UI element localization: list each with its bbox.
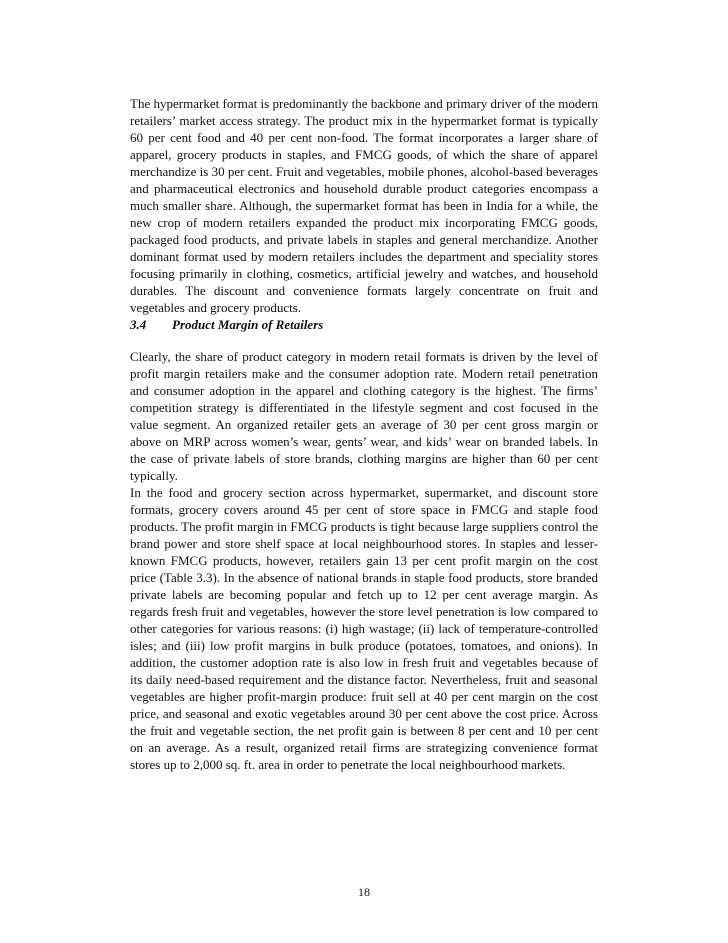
section-number: 3.4 — [130, 317, 147, 332]
page-content — [130, 95, 598, 773]
paragraph-hypermarket-format: The hypermarket format is predominantly the backbone and primary driver of the modern retailers’ market access strategy. The product mix in the hypermarket format is typically 60 per cent food and 40 per cent non-food. The format incorporates a larger share of apparel, grocery products in staples, and FMCG goods, of which the share of apparel merchandize is 30 per cent. Fruit and vegetables, mobile phones, alcohol-based beverages and pharmaceutical electronics and household durable product categories encompass a much smaller share. Although, the supermarket format has been in India for a while, the new crop of modern retailers expanded the product mix incorporating FMCG goods, packaged food products, and private labels in staples and general merchandize. Another dominant format used by modern retailers includes the department and speciality stores focusing primarily in clothing, cosmetics, artificial jewelry and watches, and household durables. The discount and convenience formats largely concentrate on fruit and vegetables and grocery products. — [130, 96, 598, 315]
paragraph-product-margin: Clearly, the share of product category in modern retail formats is driven by the level of profit margin retailers make and the consumer adoption rate. Modern retail penetration and consumer adoption in the apparel and clothing category is the highest. The firms’ competition strategy is differentiated in the lifestyle segment and cost focused in the value segment. An organized retailer gets an average of 30 per cent gross margin or above on MRP across women’s wear, gents’ wear, and kids’ wear on branded labels. In the case of private labels of store brands, clothing margins are higher than 60 per cent typically. — [130, 349, 598, 483]
section-title: Product Margin of Retailers — [172, 317, 324, 332]
section-heading — [130, 316, 598, 333]
page-number: 18 — [358, 885, 370, 899]
paragraph-food-grocery: In the food and grocery section across hypermarket, supermarket, and discount store formats, grocery covers around 45 per cent of store space in FMCG and staple food products. The profit margin in FMCG products is tight because large suppliers control the brand power and store shelf space at local neighbourhood stores. In staples and lesser- known FMCG products, however, retailers gain 13 per cent profit margin on the cost price (Table 3.3). In the absence of national brands in staple food products, store branded private labels are becoming popular and fetch up to 12 per cent average margin. As regards fresh fruit and vegetables, however the store level penetration is low compared to other categories for various reasons: (i) high wastage; (ii) lack of temperature-controlled isles; and (iii) low profit margins in bulk produce (potatoes, tomatoes, and onions). In addition, the customer adoption rate is also low in fresh fruit and vegetables because of its daily need-based requirement and the distance factor. Nevertheless, fruit and seasonal vegetables are higher profit-margin produce: fruit sell at 40 per cent margin on the cost price, and seasonal and exotic vegetables around 30 per cent above the cost price. Across the fruit and vegetable section, the net profit gain is between 8 per cent and 10 per cent on an average. As a result, organized retail firms are strategizing convenience format stores up to 2,000 sq. ft. area in order to penetrate the local neighbourhood markets. — [130, 485, 598, 772]
